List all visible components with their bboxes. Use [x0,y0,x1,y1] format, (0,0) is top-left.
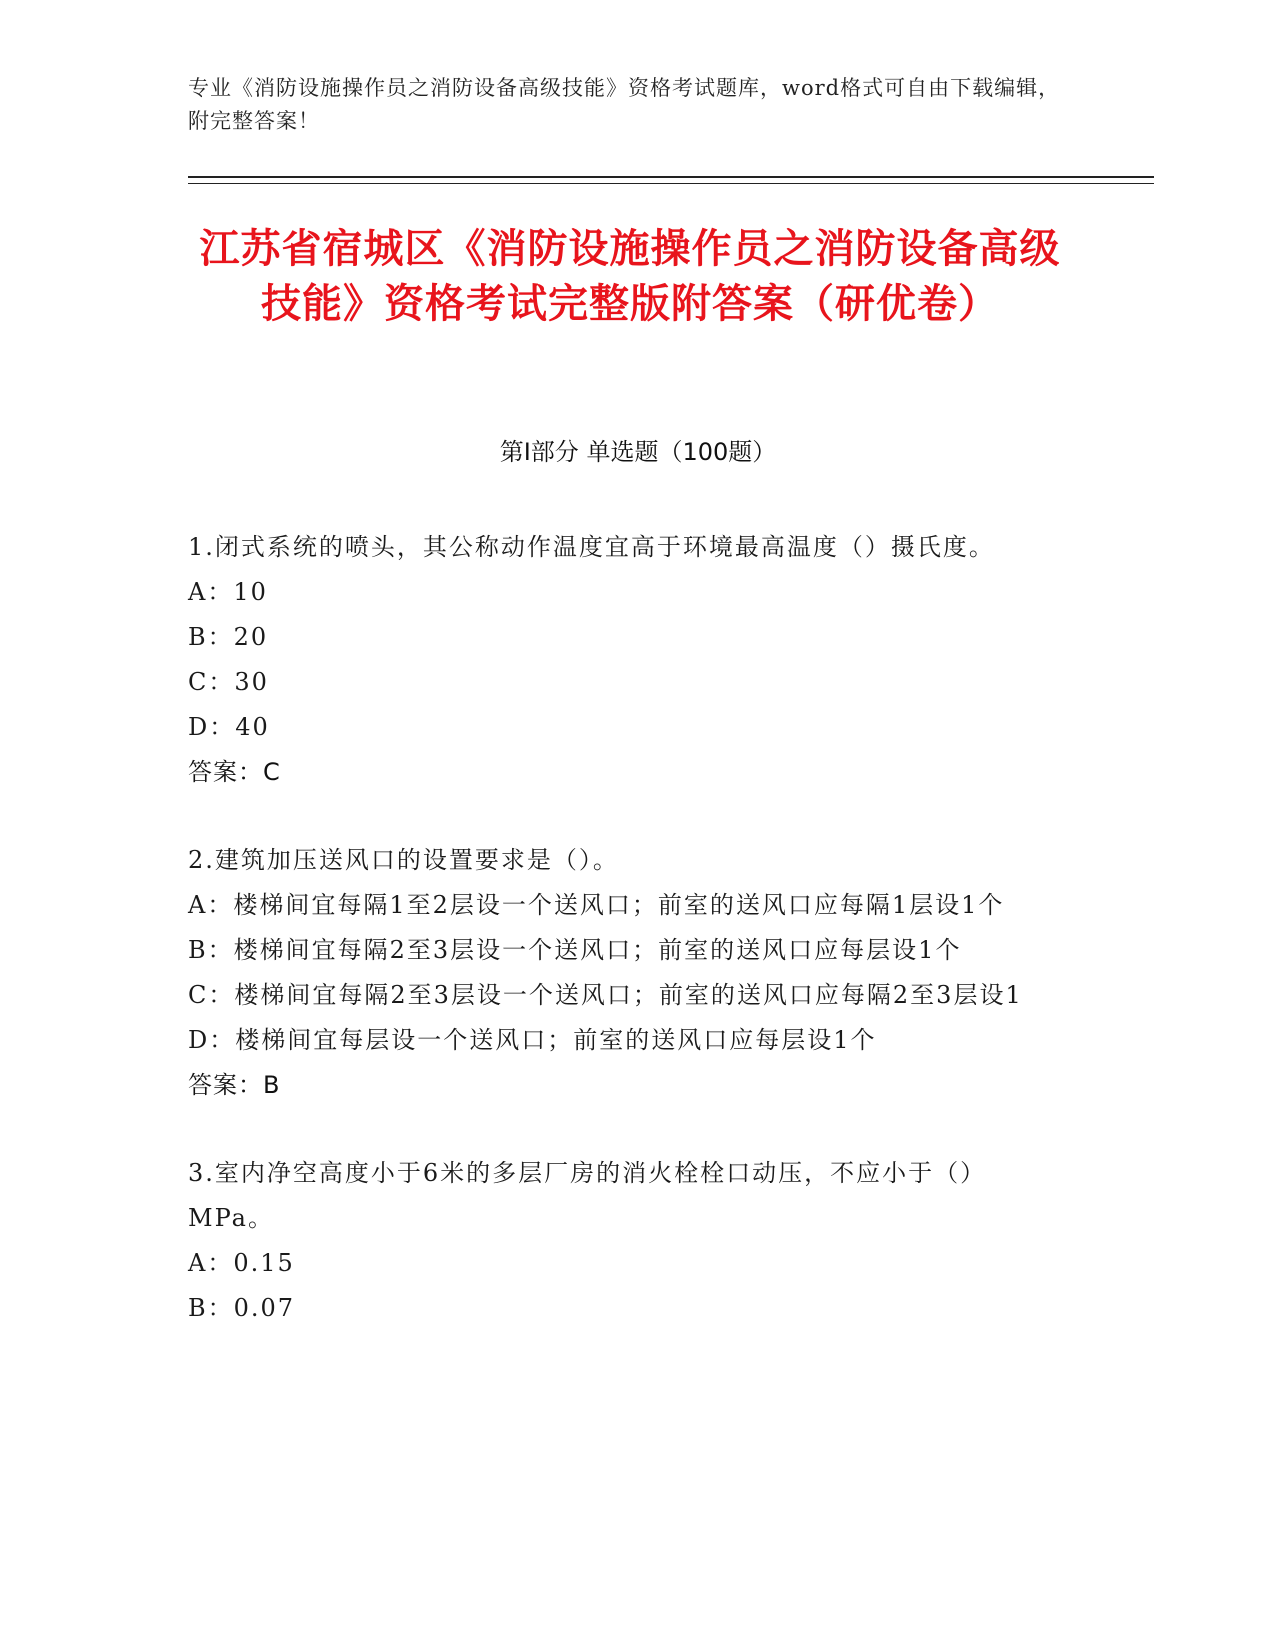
header-rule-thick [188,176,1154,178]
document-title: 江苏省宿城区《消防设施操作员之消防设备高级技能》资格考试完整版附答案（研优卷） [199,226,1061,327]
option-b: B：20 [188,623,269,651]
question-stem: 3.室内净空高度小于6米的多层厂房的消火栓栓口动压，不应小于（）MPa。 [188,1159,987,1232]
answer: 答案：C [188,758,281,786]
question-item [188,525,1068,795]
question-item [188,1151,1068,1331]
question-stem: 1.闭式系统的喷头，其公称动作温度宜高于环境最高温度（）摄氏度。 [188,533,995,561]
option-c: C：楼梯间宜每隔2至3层设一个送风口；前室的送风口应每隔2至3层设1 [188,981,1023,1009]
option-d: D：40 [188,713,270,741]
option-b: B：楼梯间宜每隔2至3层设一个送风口；前室的送风口应每层设1个 [188,936,962,964]
section-title: 第I部分 单选题（100题） [499,438,777,466]
option-b: B：0.07 [188,1294,296,1322]
header-note: 专业《消防设施操作员之消防设备高级技能》资格考试题库，word格式可自由下载编辑，附完整答案！ [188,76,1061,133]
option-c: C：30 [188,668,269,696]
header-rule-thin [188,183,1154,184]
question-stem: 2.建筑加压送风口的设置要求是（）。 [188,846,619,874]
option-a: A：10 [188,578,268,606]
option-a: A：0.15 [188,1249,295,1277]
option-a: A：楼梯间宜每隔1至2层设一个送风口；前室的送风口应每隔1层设1个 [188,891,1005,919]
question-list [188,525,1068,1374]
option-d: D：楼梯间宜每层设一个送风口；前室的送风口应每层设1个 [188,1026,877,1054]
question-item [188,838,1068,1108]
answer: 答案：B [188,1071,281,1099]
